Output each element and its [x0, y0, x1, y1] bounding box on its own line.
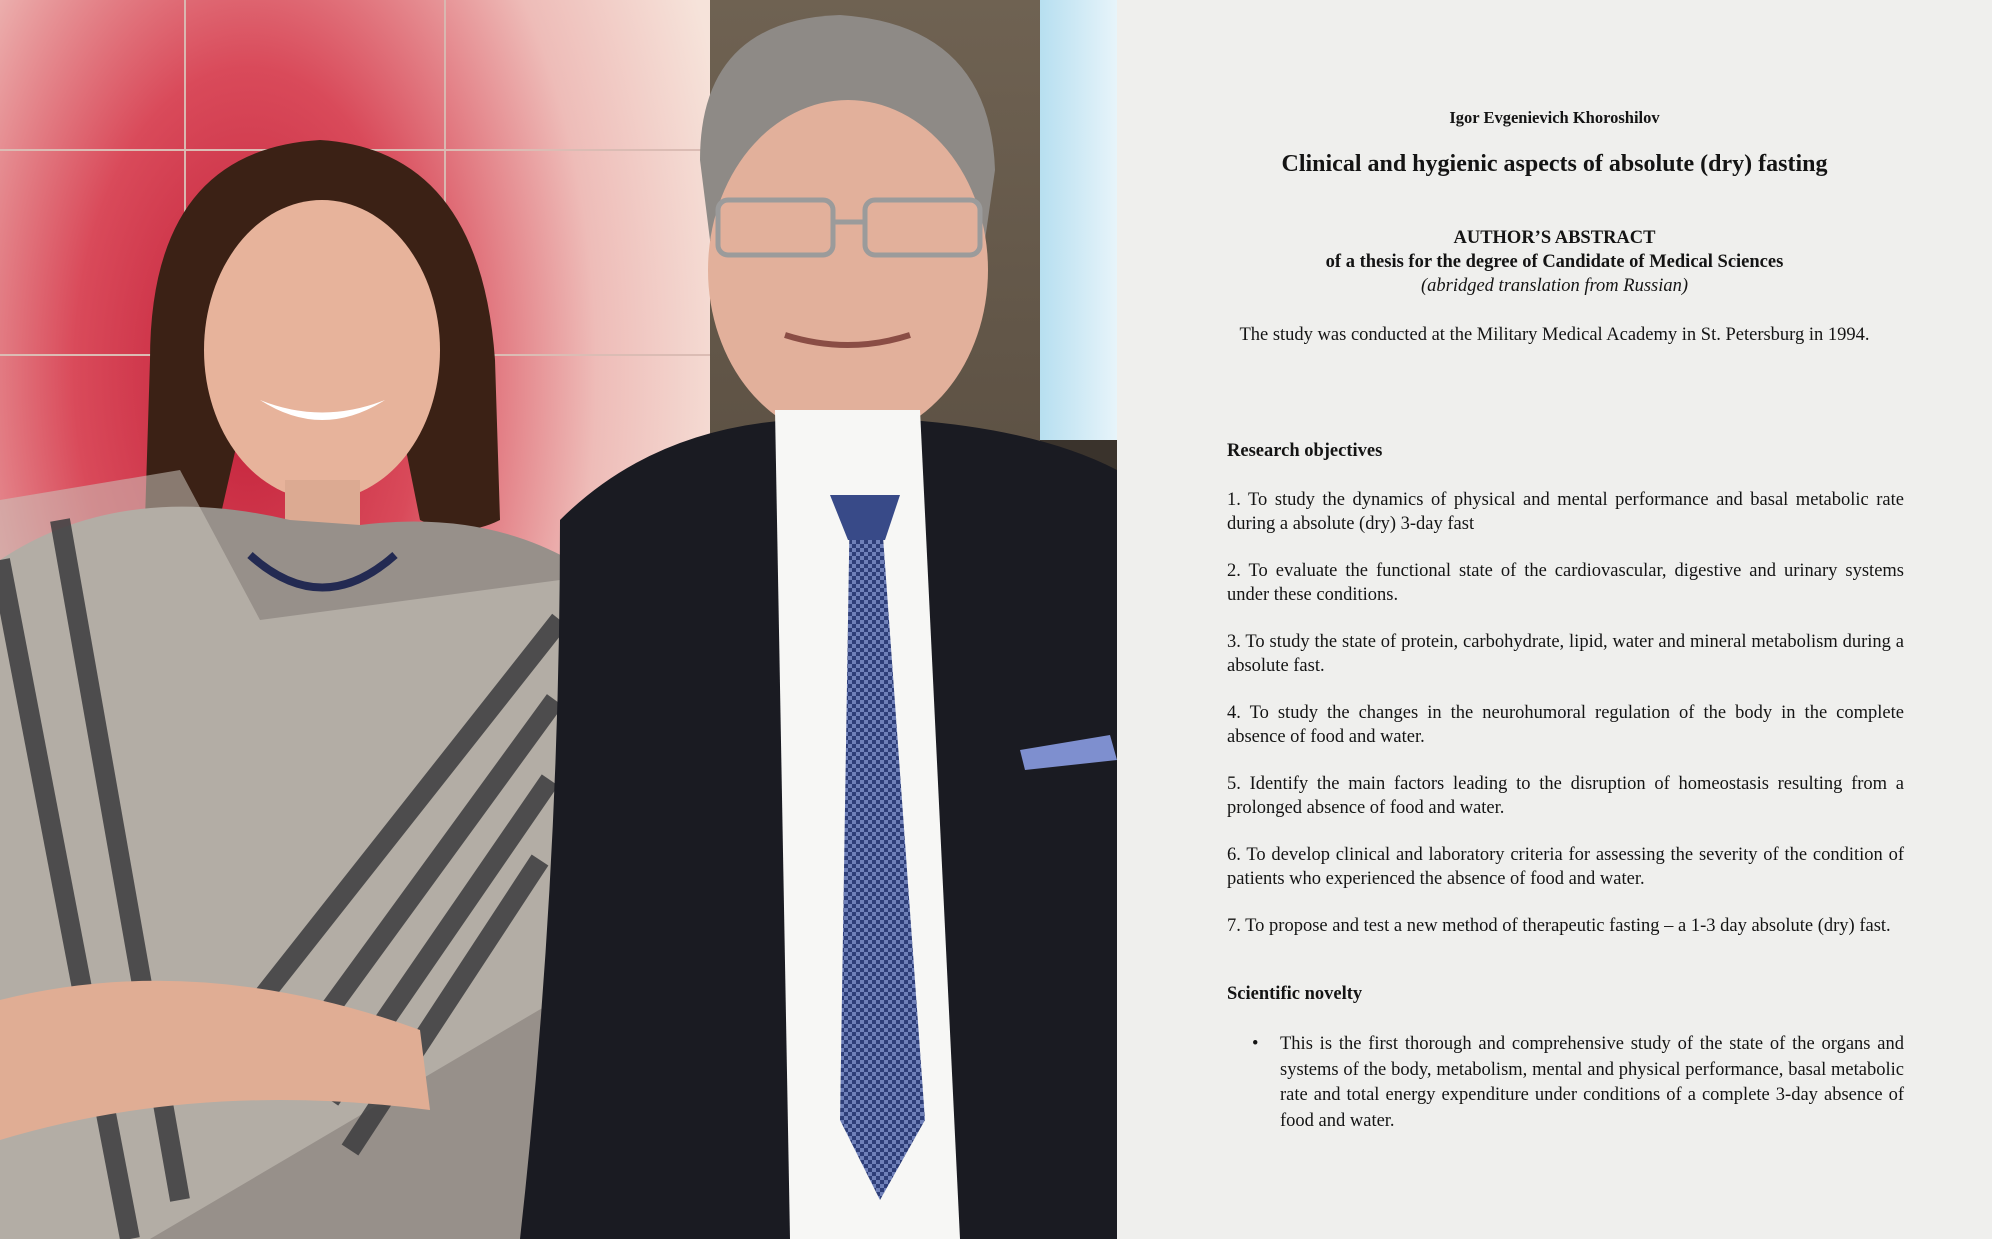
- author-name: Igor Evgenievich Khoroshilov: [1449, 108, 1660, 127]
- study-location: The study was conducted at the Military Medical Academy in St. Petersburg in 1994.: [1239, 325, 1870, 345]
- screen: [1040, 0, 1117, 440]
- objective-item: 1. To study the dynamics of physical and mental performance and basal metabolic rate during a absolute (dry) 3-day fast: [1227, 490, 1904, 534]
- abstract-document: [1117, 0, 1992, 1239]
- translation-note: (abridged translation from Russian): [1420, 276, 1689, 296]
- objective-item: 4. To study the changes in the neurohumoral regulation of the body in the complete absence of food and water.: [1227, 703, 1904, 747]
- novelty-heading: Scientific novelty: [1227, 984, 1363, 1004]
- objective-item: 6. To develop clinical and laboratory criteria for assessing the severity of the condition of patients who experienced the absence of food and water.: [1227, 845, 1904, 889]
- abstract-subtitle: of a thesis for the degree of Candidate of Medical Sciences: [1325, 252, 1784, 272]
- objectives-heading: Research objectives: [1227, 441, 1383, 461]
- bullet-marker: •: [1252, 1034, 1259, 1054]
- novelty-item: [1252, 1032, 1904, 1134]
- objective-item: 7. To propose and test a new method of therapeutic fasting – a 1-3 day absolute (dry) fast.: [1227, 916, 1891, 936]
- objective-item: 3. To study the state of protein, carbohydrate, lipid, water and mineral metabolism during a absolute fast.: [1227, 632, 1904, 676]
- objectives-list: [1227, 488, 1904, 961]
- objective-item: 5. Identify the main factors leading to the disruption of homeostasis resulting from a prolonged absence of food and water.: [1227, 774, 1904, 818]
- abstract-heading: AUTHOR’S ABSTRACT: [1453, 228, 1656, 248]
- novelty-text: This is the first thorough and comprehensive study of the state of the organs and systems of the body, metabolism, mental and physical performance, basal metabolic rate and total energy expenditure under conditions of a complete 3-day absence of food and water.: [1280, 1034, 1904, 1131]
- document-title: Clinical and hygienic aspects of absolute (dry) fasting: [1281, 151, 1828, 177]
- objective-item: 2. To evaluate the functional state of the cardiovascular, digestive and urinary systems under these conditions.: [1227, 561, 1904, 605]
- novelty-list: [1252, 1032, 1904, 1134]
